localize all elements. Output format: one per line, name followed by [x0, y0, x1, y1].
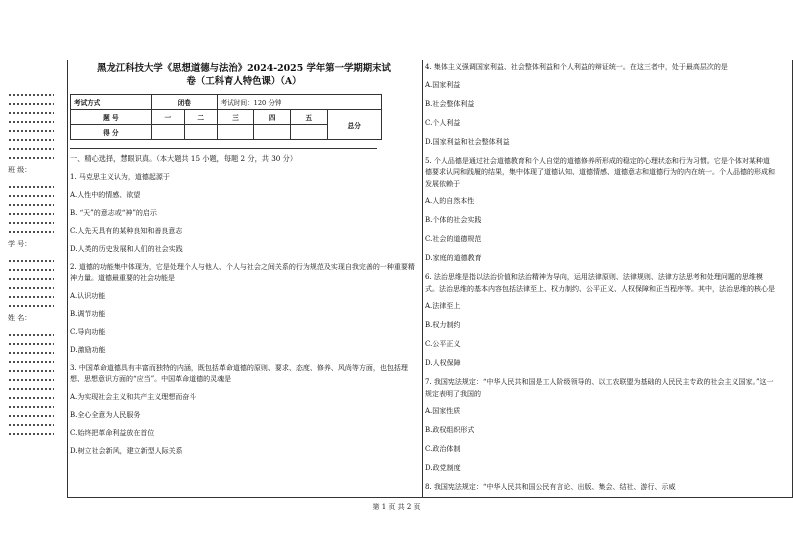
score-cell [254, 125, 291, 140]
dotted-line [8, 423, 54, 427]
dotted-line [8, 304, 54, 308]
answer-option: C.导向功能 [70, 327, 106, 336]
answer-option: C.个人利益 [425, 118, 461, 127]
dotted-line [8, 212, 54, 216]
score-label: 得 分 [71, 125, 152, 140]
answer-option: B.政权组织形式 [425, 426, 475, 434]
dotted-line [8, 286, 54, 290]
page-number: 第 1 页 共 2 页 [372, 503, 421, 511]
answer-option: C.政治体制 [425, 445, 461, 453]
question-stem: 7. 我国宪法规定：“中华人民共和国是工人阶级领导的、以工农联盟为基础的人民民主专政的社会主义国家。”这一规定表明了我国的 [425, 378, 774, 398]
dotted-line [8, 396, 54, 400]
question-stem: 1. 马克思主义认为，道德起源于 [70, 173, 170, 181]
dotted-line [8, 295, 54, 299]
answer-option: B.个体的社会实践 [425, 216, 482, 224]
exam-type-value: 闭卷 [151, 95, 217, 110]
score-cell [184, 125, 217, 140]
score-cell [290, 125, 327, 140]
question-stem: 2. 道德的功能集中体现为，它是处理个人与他人、个人与社会之间关系的行为规范及实现自我完善的一种重要精神力量。道德最重要的社会功能是 [70, 262, 415, 282]
score-table [70, 94, 382, 140]
score-cell [217, 125, 254, 140]
section-header: 四 [254, 110, 291, 125]
answer-option: A.认识功能 [70, 291, 106, 300]
dotted-line [8, 369, 54, 373]
question-stem: 3. 中国革命道德具有丰富而独特的内涵，既包括革命道德的原则、要求、态度、修养、风尚等方面，也包括理想、思想意识方面的“应当”。中国革命道德的灵魂是 [70, 363, 408, 383]
dotted-line [8, 147, 54, 151]
dotted-line [8, 203, 54, 207]
dotted-line [8, 360, 54, 364]
left-column [70, 62, 418, 464]
dotted-line [8, 342, 54, 346]
section-header: 一 [151, 110, 184, 125]
question-stem: 5. 个人品德是通过社会道德教育和个人自觉的道德修养所形成的稳定的心理状态和行为习惯。它是个体对某种道德要求认同和践履的结果，集中体现了道德认知、道德情感、道德意志和道德行为的内在统一。个人品德的形成和发展依赖于 [425, 156, 775, 188]
answer-option: A.国家利益 [425, 80, 461, 89]
dotted-line [8, 378, 54, 382]
answer-option: D.国家利益和社会整体利益 [425, 137, 510, 146]
dotted-line [8, 414, 54, 418]
right-column [425, 62, 775, 500]
answer-option: D.政党制度 [425, 464, 461, 472]
answer-option: D.家庭的道德教育 [425, 254, 482, 262]
dotted-line [8, 93, 54, 97]
dotted-line [8, 277, 54, 281]
dotted-line [8, 156, 54, 160]
answer-option: B.社会整体利益 [425, 99, 475, 108]
answer-option: D.人类的历史发展和人们的社会实践 [70, 244, 183, 253]
dotted-line [8, 194, 54, 198]
answer-option: A.国家性质 [425, 407, 461, 415]
answer-option: B.全心全意为人民服务 [70, 410, 141, 419]
dotted-line [8, 102, 54, 106]
exam-time: 考试时间：120 分钟 [217, 95, 381, 110]
dotted-line [8, 268, 54, 272]
title-line-1: 黑龙江科技大学《思想道德与法治》2024-2025 学年第一学期期末试 [97, 63, 391, 74]
exam-type-label: 考试方式 [71, 95, 152, 110]
dotted-line [8, 221, 54, 225]
dotted-line [8, 405, 54, 409]
dotted-line [8, 120, 54, 124]
answer-option: A.人的自然本性 [425, 197, 475, 205]
answer-option: A.法律至上 [425, 302, 461, 310]
answer-option: A.为实现社会主义和共产主义理想而奋斗 [70, 392, 197, 401]
section-header: 二 [184, 110, 217, 125]
divider [70, 148, 377, 149]
student-id-label: 学 号： [8, 240, 32, 248]
question-stem: 8. 我国宪法规定：“中华人民共和国公民有言论、出版、集会、结社、游行、示威 [425, 483, 676, 491]
dotted-line [8, 230, 54, 234]
answer-option: B.权力制约 [425, 321, 461, 329]
answer-option: C.公平正义 [425, 340, 461, 348]
dotted-line [8, 387, 54, 391]
dotted-line [8, 432, 54, 436]
question-no-label: 题 号 [71, 110, 152, 125]
question-stem: 4. 集体主义强调国家利益、社会整体利益和个人利益的辩证统一。在这三者中，处于最高层次的是 [425, 63, 728, 71]
name-label: 姓 名： [8, 314, 32, 322]
binding-margin [8, 93, 60, 441]
answer-option: D.激励功能 [70, 345, 106, 354]
dotted-line [8, 185, 54, 189]
answer-option: B.调节功能 [70, 309, 106, 318]
question-stem: 6. 法治思维是指以法治价值和法治精神为导向，运用法律原则、法律规则、法律方法思考和处理问题的思维模式。法治思维的基本内容包括法律至上、权力制约、公平正义、人权保障和正当程序等。其中，法治思维的核心是 [425, 273, 775, 293]
dotted-line [8, 259, 54, 263]
answer-option: D.人权保障 [425, 359, 461, 367]
dotted-line [8, 333, 54, 337]
answer-option: D.树立社会新风，建立新型人际关系 [70, 446, 183, 455]
section-title: 一、精心选择，慧眼识真。（本大题共 15 小题，每题 2 分，共 30 分） [70, 154, 298, 163]
exam-title [70, 62, 418, 88]
dotted-line [8, 129, 54, 133]
answer-option: B. “天”的意志或“神”的启示 [70, 208, 157, 217]
section-header: 三 [217, 110, 254, 125]
score-cell [151, 125, 184, 140]
title-line-2: 卷（工科育人特色课）（A） [186, 76, 302, 87]
section-header: 五 [290, 110, 327, 125]
dotted-line [8, 111, 54, 115]
answer-option: C.始终把革命利益放在首位 [70, 428, 155, 437]
column-divider [422, 60, 423, 497]
total-score-label: 总分 [327, 110, 381, 140]
class-label: 班 级： [8, 166, 32, 174]
dotted-line [8, 351, 54, 355]
answer-option: C.社会的道德规范 [425, 235, 482, 243]
answer-option: A.人性中的情感、欲望 [70, 190, 141, 199]
dotted-line [8, 138, 54, 142]
answer-option: C.人先天具有的某种良知和善良意志 [70, 226, 183, 235]
